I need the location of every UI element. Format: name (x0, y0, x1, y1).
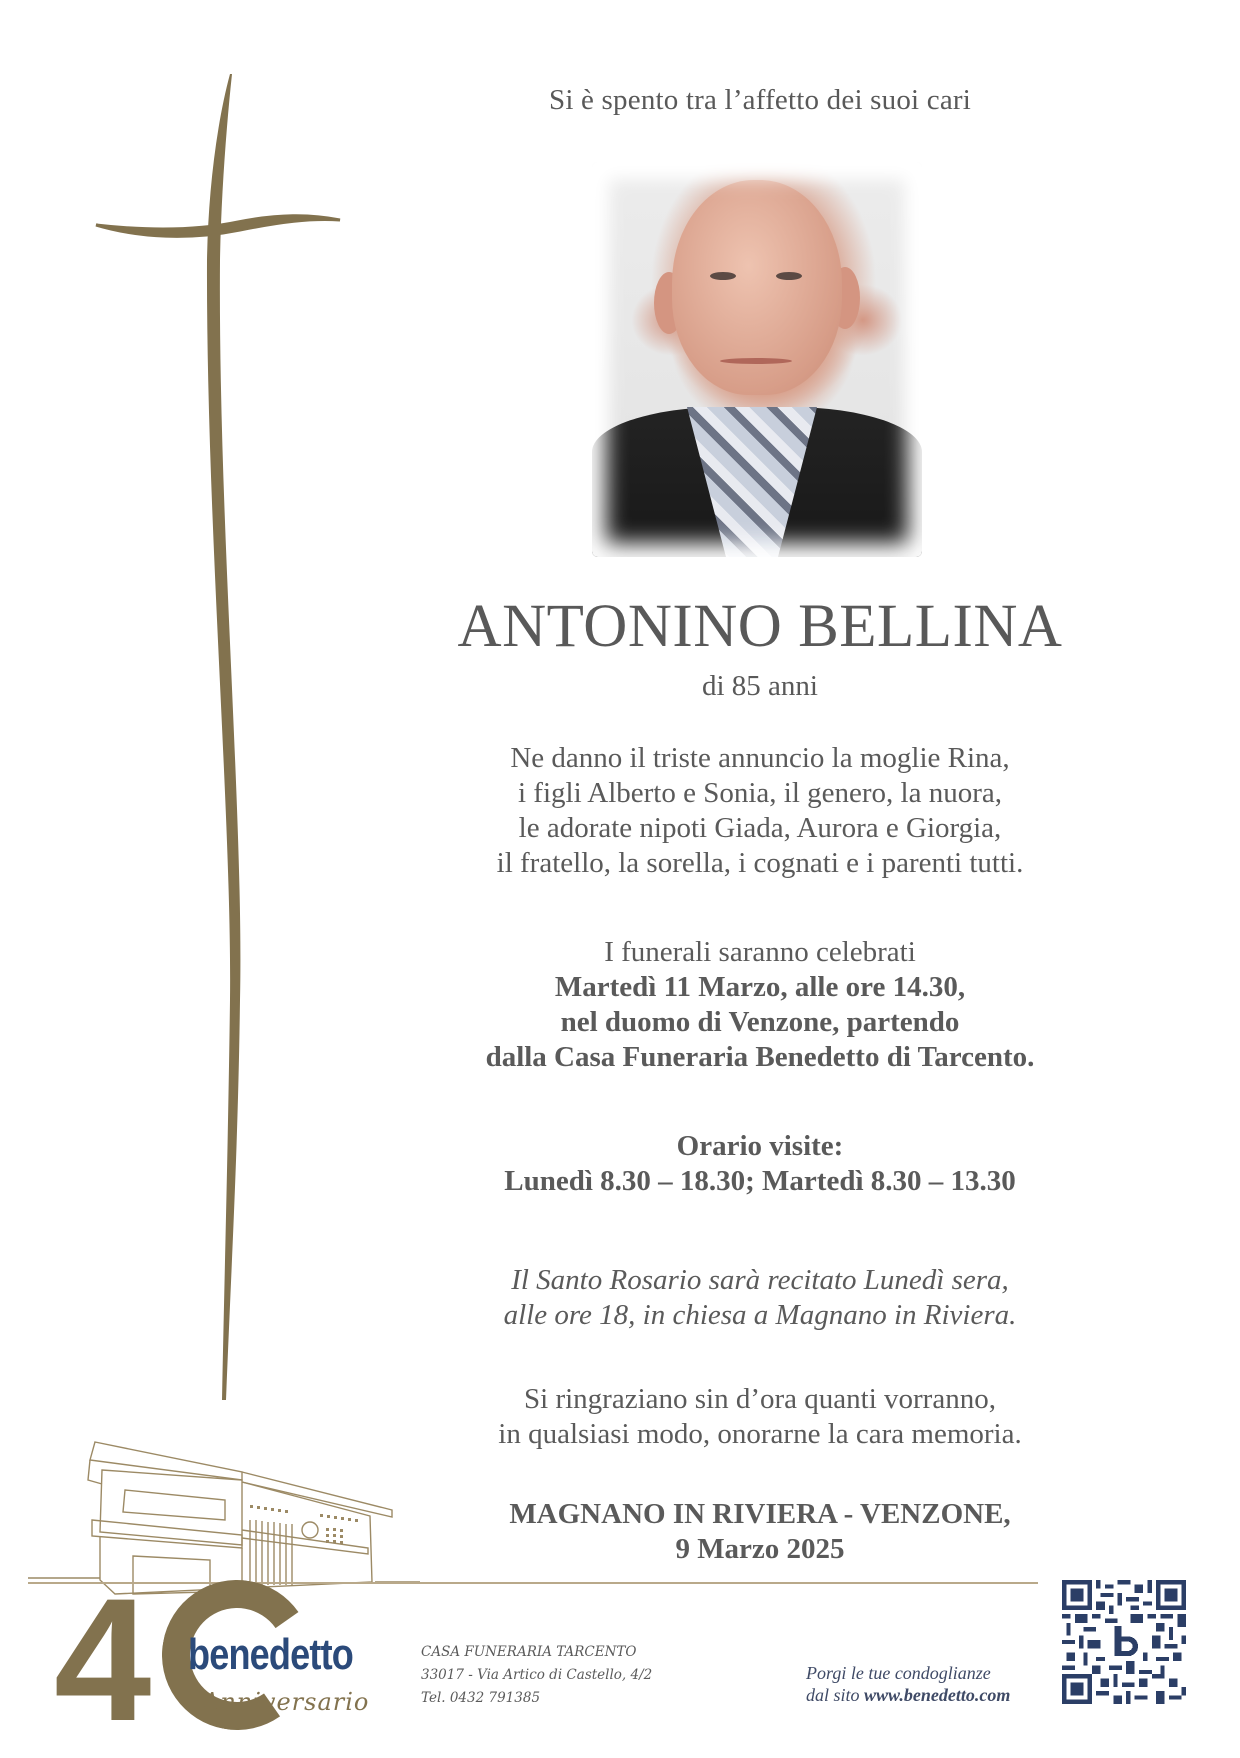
portrait-photo (592, 162, 922, 557)
condolences-text (806, 1662, 1010, 1706)
condolences-line1: Porgi le tue condoglianze (806, 1663, 991, 1683)
thanks-line: in qualsiasi modo, onorarne la cara memoria. (498, 1418, 1022, 1450)
rosary-block (410, 1263, 1110, 1333)
deceased-age: di 85 anni (702, 670, 818, 702)
website-link[interactable]: www.benedetto.com (864, 1685, 1011, 1705)
logo-tagline: Anniversario (202, 1688, 370, 1716)
announcement-line: i figli Alberto e Sonia, il genero, la nuora, (517, 777, 1003, 809)
deceased-name: ANTONINO BELLINA (457, 593, 1063, 660)
cross-icon (0, 0, 360, 1420)
funeral-home-contact (421, 1641, 652, 1710)
qr-code-icon[interactable] (1062, 1580, 1186, 1704)
place-date-block (410, 1497, 1110, 1567)
intro-text: Si è spento tra l’affetto dei suoi cari (549, 84, 971, 116)
date: 9 Marzo 2025 (675, 1533, 845, 1565)
place: MAGNANO IN RIVIERA - VENZONE, (509, 1498, 1011, 1530)
thanks-line: Si ringraziano sin d’ora quanti vorranno, (524, 1383, 996, 1415)
logo-degree-icon (268, 1598, 288, 1618)
funeral-line: Martedì 11 Marzo, alle ore 14.30, (554, 971, 966, 1003)
announcement-block (410, 741, 1110, 881)
funeral-block (410, 935, 1110, 1075)
contact-phone: Tel. 0432 791385 (421, 1690, 541, 1706)
rosary-line: alle ore 18, in chiesa a Magnano in Riviera. (503, 1299, 1017, 1331)
contact-name: CASA FUNERARIA TARCENTO (421, 1644, 637, 1660)
thanks-block (410, 1382, 1110, 1452)
visits-title: Orario visite: (676, 1130, 844, 1162)
funeral-line: dalla Casa Funeraria Benedetto di Tarcento. (485, 1041, 1035, 1073)
visits-hours: Lunedì 8.30 – 18.30; Martedì 8.30 – 13.30 (504, 1165, 1016, 1197)
announcement-line: Ne danno il triste annuncio la moglie Rina, (510, 742, 1010, 774)
funeral-intro: I funerali saranno celebrati (604, 936, 916, 968)
announcement-line: il fratello, la sorella, i cognati e i parenti tutti. (496, 847, 1024, 879)
benedetto-40-anniversary-logo (50, 1563, 410, 1758)
condolences-prefix: dal sito (806, 1685, 865, 1705)
funeral-line: nel duomo di Venzone, partendo (560, 1006, 960, 1038)
visits-block (410, 1129, 1110, 1199)
rosary-line: Il Santo Rosario sarà recitato Lunedì sera, (511, 1264, 1009, 1296)
contact-address: 33017 - Via Artico di Castello, 4/2 (421, 1667, 653, 1683)
logo-number: 4 (54, 1563, 146, 1758)
logo-brand: benedetto (188, 1630, 354, 1679)
announcement-line: le adorate nipoti Giada, Aurora e Giorgia, (518, 812, 1002, 844)
